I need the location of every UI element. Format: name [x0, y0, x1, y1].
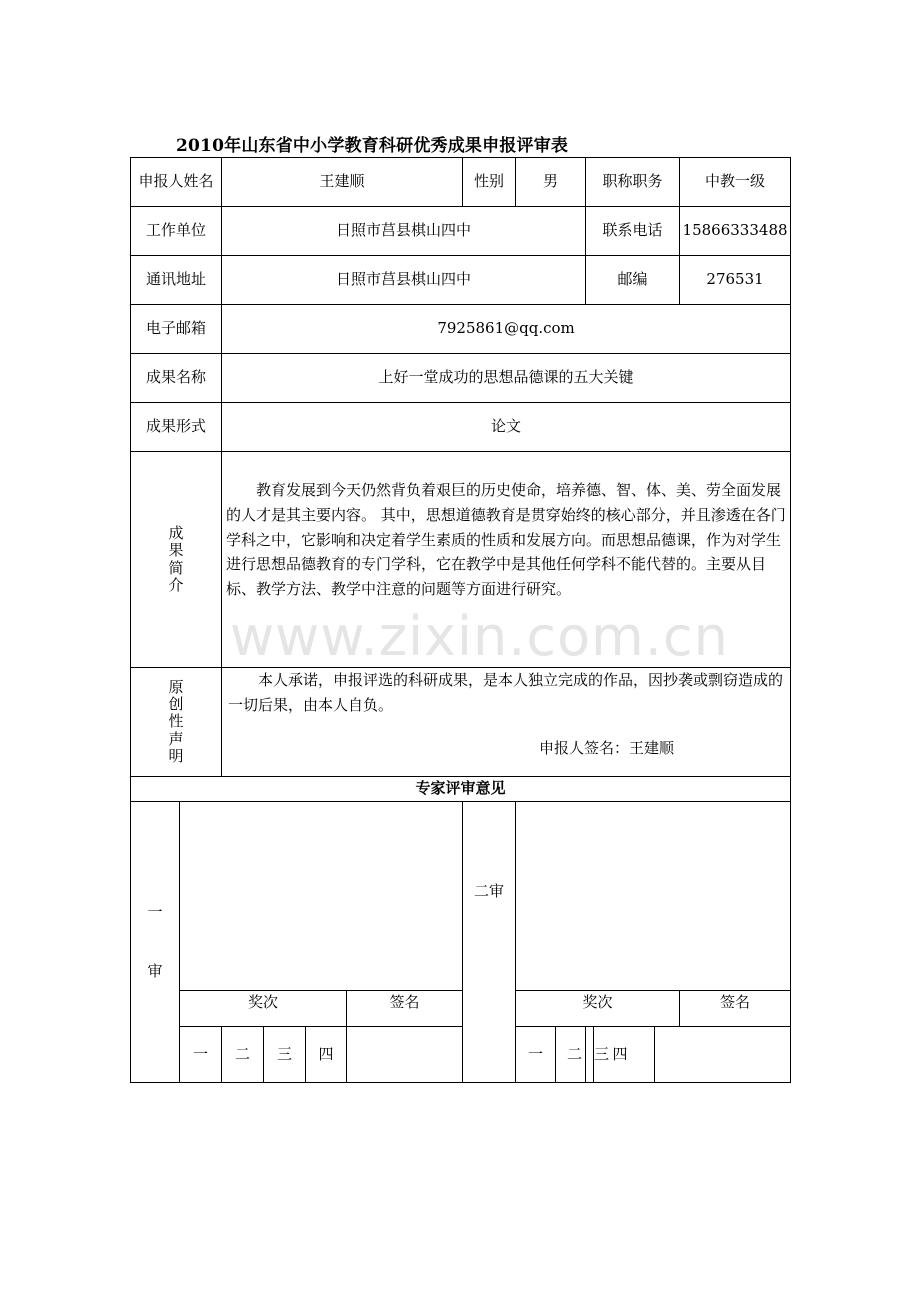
achievement-name-value: 上好一堂成功的思想品德课的五大关键 [222, 354, 791, 403]
address-label: 通讯地址 [131, 256, 222, 305]
application-form [130, 157, 791, 1083]
summary-label: 成 果 简 介 [131, 452, 222, 668]
watermark-text: www.zixin.com.cn [230, 605, 729, 668]
professional-title-label: 职称职务 [586, 158, 680, 207]
second-review-label: 二审 [463, 802, 516, 1083]
first-review-comment-area[interactable] [180, 802, 463, 991]
declaration-cell [222, 668, 791, 777]
first-review-level-4[interactable]: 四 [306, 1027, 347, 1083]
achievement-name-label: 成果名称 [131, 354, 222, 403]
first-review-award-label: 奖次 [180, 991, 347, 1027]
declaration-text: 本人承诺，申报评选的科研成果，是本人独立完成的作品，因抄袭或剽窃造成的一切后果，由本人自负。 [228, 671, 784, 714]
work-unit-label: 工作单位 [131, 207, 222, 256]
declaration-signature: 申报人签名：王建顺 [539, 738, 675, 757]
page-title: 2010年山东省中小学教育科研优秀成果申报评审表 [176, 136, 569, 156]
applicant-name-label: 申报人姓名 [131, 158, 222, 207]
second-review-level-1-box[interactable]: 一 [516, 1027, 556, 1082]
email-label: 电子邮箱 [131, 305, 222, 354]
second-review-level-1[interactable] [516, 1027, 610, 1083]
work-unit-value: 日照市莒县棋山四中 [222, 207, 586, 256]
first-review-level-1[interactable]: 一 [180, 1027, 222, 1083]
postcode-label: 邮编 [586, 256, 680, 305]
second-review-sign-label: 签名 [680, 991, 791, 1027]
first-review-label: 一 审 [131, 802, 180, 1083]
second-review-level-2-box[interactable]: 二 [556, 1027, 594, 1082]
achievement-form-label: 成果形式 [131, 403, 222, 452]
postcode-value: 276531 [680, 256, 791, 305]
professional-title-value: 中教一级 [680, 158, 791, 207]
first-review-level-3[interactable]: 三 [264, 1027, 306, 1083]
first-review-level-2[interactable]: 二 [222, 1027, 264, 1083]
expert-review-header: 专家评审意见 [131, 777, 791, 802]
second-review-level-3-box[interactable]: 三 [594, 1044, 610, 1063]
achievement-form-value: 论文 [222, 403, 791, 452]
gender-value: 男 [516, 158, 586, 207]
first-review-signature-box[interactable] [347, 1027, 463, 1083]
applicant-name-value: 王建顺 [222, 158, 463, 207]
phone-value: 15866333488 [680, 207, 791, 256]
second-review-award-label: 奖次 [516, 991, 680, 1027]
summary-text: 教育发展到今天仍然背负着艰巨的历史使命，培养德、智、体、美、劳全面发展的人才是其主要内容。 其中，思想道德教育是贯穿始终的核心部分，并且渗透在各门学科之中，它影响和决定着学生素质的性质和发展方向。而思想品德课，作为对学生进行思想品德教育的专门学科，它在教学中是其他任何学科不能代替的。主要从目标、教学方法、教学中注意的问题等方面进行研究。 [222, 452, 791, 668]
second-review-signature-box[interactable] [655, 1027, 791, 1083]
phone-label: 联系电话 [586, 207, 680, 256]
declaration-label: 原 创 性 声 明 [131, 668, 222, 777]
address-value: 日照市莒县棋山四中 [222, 256, 586, 305]
gender-label: 性别 [463, 158, 516, 207]
second-review-level-4[interactable]: 四 [586, 1027, 655, 1083]
email-value: 7925861@qq.com [222, 305, 791, 354]
first-review-sign-label: 签名 [347, 991, 463, 1027]
second-review-comment-area[interactable] [516, 802, 791, 991]
